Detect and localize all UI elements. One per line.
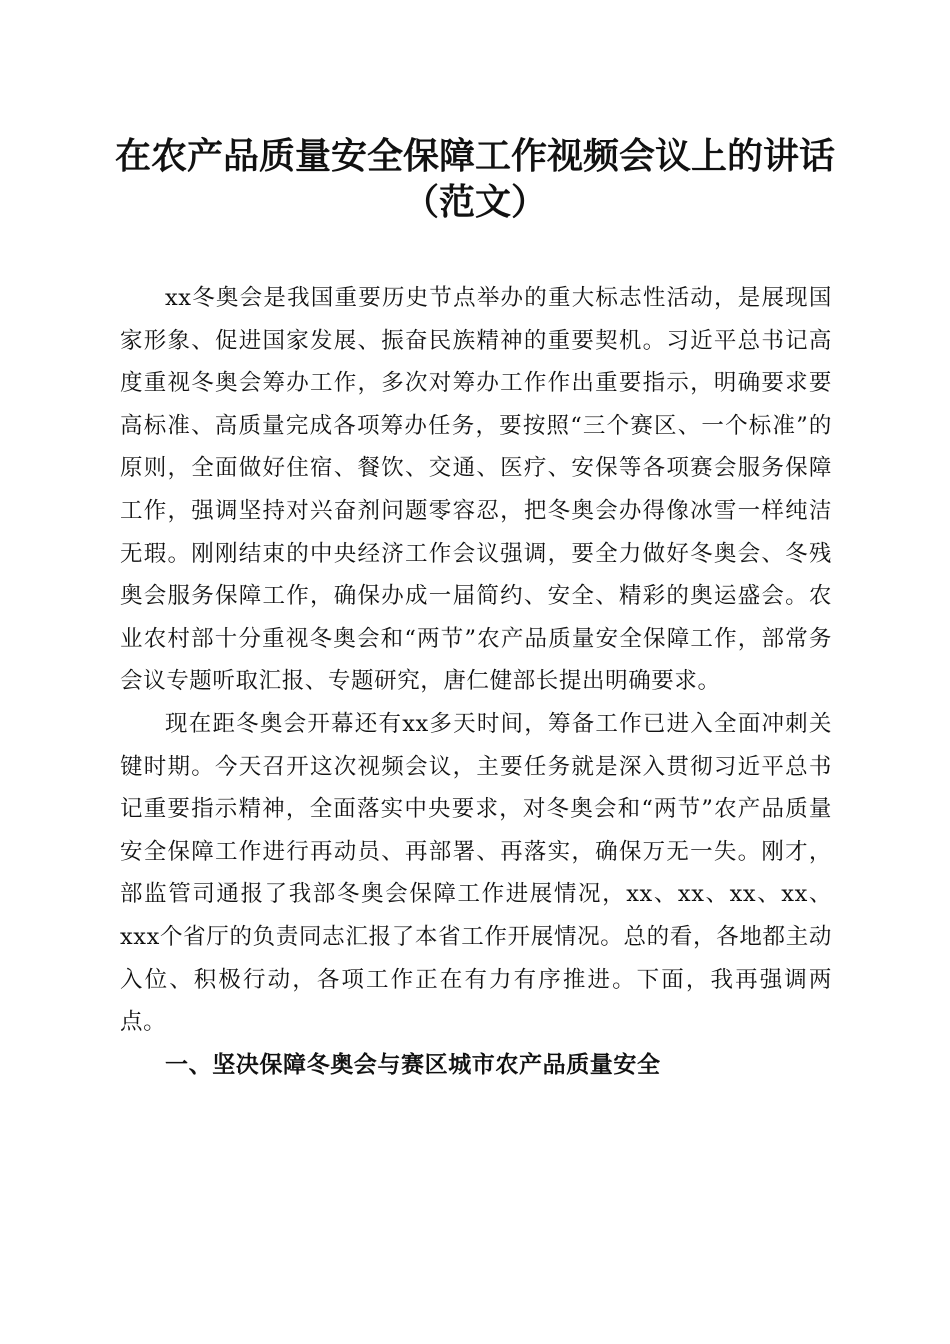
paragraph: 现在距冬奥会开幕还有xx多天时间，筹备工作已进入全面冲刺关键时期。今天召开这次视频会议，主要任务就是深入贯彻习近平总书记重要指示精神，全面落实中央要求，对冬奥会和“两节”农产品质量安全保障工作进行再动员、再部署、再落实，确保万无一失。刚才，部监管司通报了我部冬奥会保障工作进展情况，xx、xx、xx、xx、xxx个省厅的负责同志汇报了本省工作开展情况。总的看，各地都主动入位、积极行动，各项工作正在有力有序推进。下面，我再强调两点。 xyxy=(120,710,832,1036)
title-line-2: （范文） xyxy=(402,182,547,223)
section-heading: 一、坚决保障冬奥会与赛区城市农产品质量安全 xyxy=(165,1051,661,1078)
document-title xyxy=(100,134,850,226)
paragraph: xx冬奥会是我国重要历史节点举办的重大标志性活动，是展现国家形象、促进国家发展、振奋民族精神的重要契机。习近平总书记高度重视冬奥会筹办工作，多次对筹办工作作出重要指示，明确要求要高标准、高质量完成各项筹办任务，要按照“三个赛区、一个标准”的原则，全面做好住宿、餐饮、交通、医疗、安保等各项赛会服务保障工作，强调坚持对兴奋剂问题零容忍，把冬奥会办得像冰雪一样纯洁无瑕。刚刚结束的中央经济工作会议强调，要全力做好冬奥会、冬残奥会服务保障工作，确保办成一届简约、安全、精彩的奥运盛会。农业农村部十分重视冬奥会和“两节”农产品质量安全保障工作，部常务会议专题听取汇报、专题研究，唐仁健部长提出明确要求。 xyxy=(120,285,832,695)
document-body xyxy=(120,277,832,1086)
title-line-1: 在农产品质量安全保障工作视频会议上的讲话 xyxy=(114,136,835,177)
